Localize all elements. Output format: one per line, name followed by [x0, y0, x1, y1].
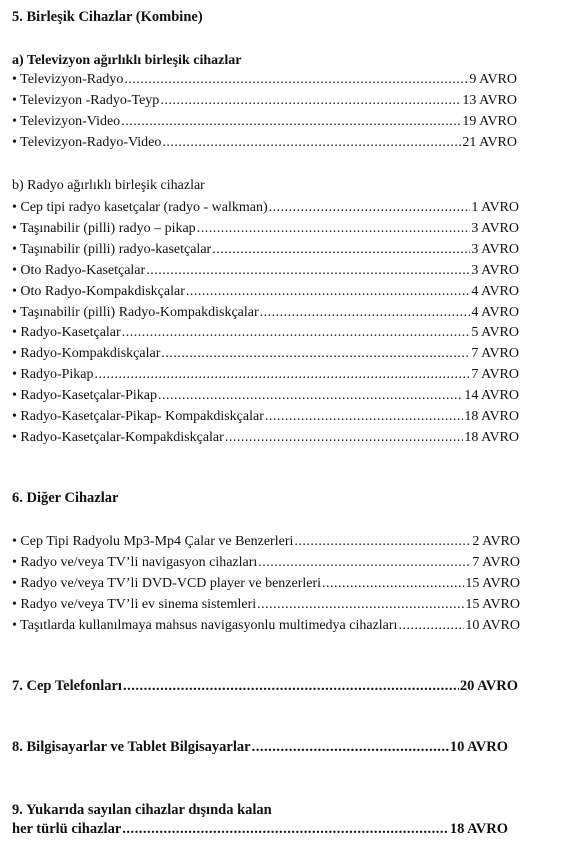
item-label: • Radyo-Kasetçalar [12, 325, 121, 341]
list-item [12, 617, 520, 635]
section-7-row [12, 677, 518, 695]
dot-leader [322, 575, 464, 593]
item-price: 7 AVRO [472, 555, 520, 570]
section-5b-title: b) Radyo ağırlıklı birleşik cihazlar [12, 178, 205, 193]
list-item [12, 324, 519, 342]
section-6-title: 6. Diğer Cihazlar [12, 490, 119, 506]
section-9-label: her türlü cihazlar [12, 821, 122, 837]
list-item [12, 429, 519, 447]
list-item [12, 71, 517, 89]
dot-leader [186, 283, 471, 301]
item-label: • Radyo-Kasetçalar-Kompakdiskçalar [12, 429, 224, 445]
section-5a-title: a) Televizyon ağırlıklı birleşik cihazlar [12, 53, 242, 68]
dot-leader [122, 324, 471, 342]
dot-leader [269, 199, 471, 217]
section-8-price: 10 AVRO [449, 739, 508, 755]
item-label: • Radyo ve/veya TV’li ev sinema sistemleri [12, 597, 257, 612]
section-7-label: 7. Cep Telefonları [12, 678, 122, 694]
list-item [12, 387, 519, 405]
list-item [12, 366, 519, 384]
section-8-label: 8. Bilgisayarlar ve Tablet Bilgisayarlar [12, 739, 251, 755]
item-price: 7 AVRO [471, 346, 519, 362]
item-price: 9 AVRO [469, 72, 517, 87]
item-label: • Taşıtlarda kullanılmaya mahsus navigasyonlu multimedya cihazları [12, 618, 398, 633]
item-price: 19 AVRO [462, 114, 517, 129]
section-7-price: 20 AVRO [459, 678, 518, 694]
dot-leader [158, 387, 463, 405]
item-label: • Cep tipi radyo kasetçalar (radyo - walkman) [12, 200, 268, 215]
item-price: 10 AVRO [465, 618, 520, 633]
list-item [12, 113, 517, 131]
item-label: • Radyo-Kasetçalar-Pikap- Kompakdiskçalar [12, 409, 264, 424]
list-item [12, 92, 517, 110]
section-5-title: 5. Birleşik Cihazlar (Kombine) [12, 9, 203, 25]
item-price: 4 AVRO [471, 304, 519, 320]
list-item [12, 596, 520, 614]
section-9-row [12, 820, 508, 838]
dot-leader [122, 820, 449, 838]
dot-leader [225, 429, 464, 447]
list-item [12, 408, 519, 426]
dot-leader [121, 113, 461, 131]
dot-leader [212, 241, 470, 259]
list-item [12, 262, 519, 280]
item-label: • Televizyon-Radyo-Video [12, 135, 162, 150]
item-label: • Cep Tipi Radyolu Mp3-Mp4 Çalar ve Benzerleri [12, 534, 294, 549]
list-item [12, 554, 520, 572]
item-label: • Oto Radyo-Kompakdiskçalar [12, 283, 185, 299]
item-label: • Televizyon-Radyo [12, 72, 124, 87]
item-price: 15 AVRO [465, 597, 520, 612]
dot-leader [398, 617, 464, 635]
item-label: • Radyo-Pikap [12, 367, 94, 383]
item-price: 7 AVRO [471, 367, 519, 383]
list-item [12, 345, 519, 363]
item-price: 13 AVRO [462, 93, 517, 108]
item-price: 4 AVRO [471, 283, 519, 299]
list-item [12, 241, 519, 259]
item-price: 1 AVRO [471, 200, 519, 215]
dot-leader [161, 345, 470, 363]
list-item [12, 220, 519, 238]
item-label: • Radyo ve/veya TV’li DVD-VCD player ve benzerleri [12, 576, 322, 591]
item-price: 3 AVRO [471, 220, 519, 236]
list-item [12, 533, 520, 551]
section-8-row [12, 738, 508, 756]
dot-leader [197, 220, 471, 238]
item-price: 18 AVRO [464, 429, 519, 445]
item-price: 21 AVRO [462, 135, 517, 150]
item-label: • Radyo-Kasetçalar-Pikap [12, 388, 157, 404]
item-price: 18 AVRO [464, 409, 519, 424]
item-price: 3 AVRO [471, 241, 519, 257]
item-label: • Taşınabilir (pilli) Radyo-Kompakdiskçalar [12, 304, 259, 320]
item-label: • Taşınabilir (pilli) radyo – pikap [12, 220, 196, 236]
dot-leader [252, 738, 449, 756]
item-price: 5 AVRO [471, 325, 519, 341]
dot-leader [257, 596, 464, 614]
item-label: • Taşınabilir (pilli) radyo-kasetçalar [12, 241, 212, 257]
dot-leader [95, 366, 471, 384]
dot-leader [258, 554, 471, 572]
dot-leader [146, 262, 470, 280]
item-label: • Televizyon-Video [12, 114, 121, 129]
list-item [12, 575, 520, 593]
item-label: • Televizyon -Radyo-Teyp [12, 93, 160, 108]
item-price: 3 AVRO [471, 262, 519, 278]
list-item [12, 304, 519, 322]
dot-leader [124, 71, 468, 89]
dot-leader [123, 677, 459, 695]
dot-leader [260, 304, 471, 322]
dot-leader [160, 92, 461, 110]
list-item [12, 283, 519, 301]
item-price: 15 AVRO [465, 576, 520, 591]
dot-leader [294, 533, 471, 551]
item-label: • Radyo ve/veya TV’li navigasyon cihazları [12, 555, 258, 570]
section-9-price: 18 AVRO [449, 821, 508, 837]
item-price: 2 AVRO [472, 534, 520, 549]
item-label: • Radyo-Kompakdiskçalar [12, 346, 161, 362]
item-label: • Oto Radyo-Kasetçalar [12, 262, 146, 278]
dot-leader [265, 408, 464, 426]
list-item [12, 199, 519, 217]
dot-leader [162, 134, 461, 152]
list-item [12, 134, 517, 152]
item-price: 14 AVRO [464, 388, 519, 404]
section-9-title: 9. Yukarıda sayılan cihazlar dışında kalan [12, 802, 272, 818]
